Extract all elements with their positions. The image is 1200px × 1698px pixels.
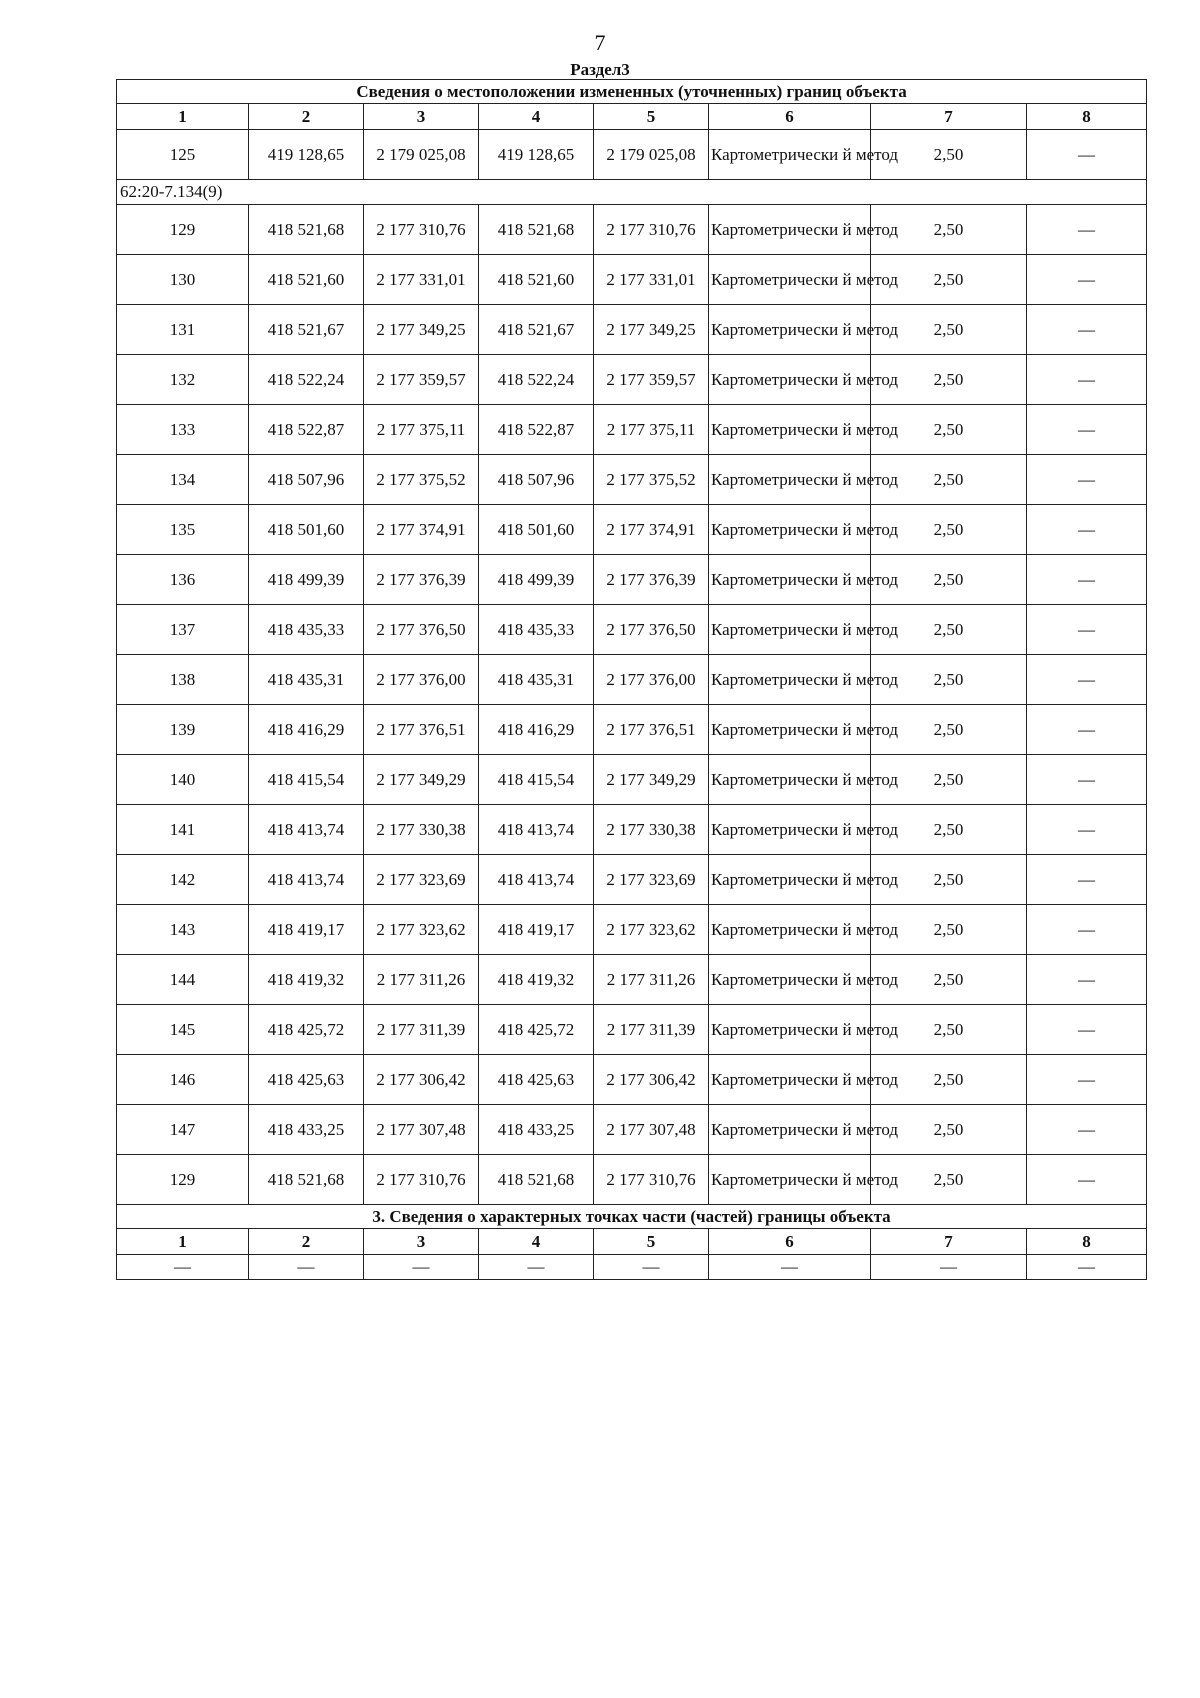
section3-empty-row-col-1: — [117, 1255, 249, 1280]
table-row-col-5: 2 177 311,39 [594, 1005, 709, 1055]
table-row-col-4: 418 499,39 [479, 555, 594, 605]
table-row-col-1: 132 [117, 355, 249, 405]
table-row-col-7: 2,50 [871, 455, 1027, 505]
table-row-col-7: 2,50 [871, 1055, 1027, 1105]
table-row-col-6: Картометрически й метод [709, 905, 871, 955]
table-row [117, 755, 1147, 805]
section3-header-row-col-2: 2 [249, 1229, 364, 1255]
table-row-col-1: 139 [117, 705, 249, 755]
table-row-col-3: 2 177 359,57 [364, 355, 479, 405]
table-row-col-4: 418 416,29 [479, 705, 594, 755]
table-row-col-2: 418 499,39 [249, 555, 364, 605]
section3-header-row-col-3: 3 [364, 1229, 479, 1255]
table-row-col-8: — [1027, 1005, 1147, 1055]
table-row-col-4: 418 425,72 [479, 1005, 594, 1055]
section3-header-row-col-5: 5 [594, 1229, 709, 1255]
table-row-col-2: 418 433,25 [249, 1105, 364, 1155]
table-row-col-8: — [1027, 355, 1147, 405]
table-row-col-1: 129 [117, 1155, 249, 1205]
table-row-col-8: — [1027, 1155, 1147, 1205]
table-row-col-7: 2,50 [871, 755, 1027, 805]
table-row [117, 1105, 1147, 1155]
table-row-col-4: 418 419,17 [479, 905, 594, 955]
table-row-col-7: 2,50 [871, 305, 1027, 355]
table-row-col-2: 418 522,87 [249, 405, 364, 455]
table-row-col-2: 418 521,67 [249, 305, 364, 355]
table-row-col-3: 2 177 323,69 [364, 855, 479, 905]
section3-empty-row-col-4: — [479, 1255, 594, 1280]
table-row-col-4: 418 433,25 [479, 1105, 594, 1155]
section3-header-row [117, 1229, 1147, 1255]
column-header-row-col-4: 4 [479, 104, 594, 130]
section3-empty-row-col-2: — [249, 1255, 364, 1280]
table-row-col-1: 125 [117, 130, 249, 180]
table-row-col-6: Картометрически й метод [709, 805, 871, 855]
table-row [117, 455, 1147, 505]
table-row-col-5: 2 177 375,52 [594, 455, 709, 505]
table-row-col-8: — [1027, 305, 1147, 355]
section3-header-row-col-7: 7 [871, 1229, 1027, 1255]
table-row-col-5: 2 177 376,50 [594, 605, 709, 655]
table-row-col-8: — [1027, 455, 1147, 505]
table-row-col-1: 136 [117, 555, 249, 605]
table-row-col-3: 2 177 311,26 [364, 955, 479, 1005]
table-row-col-6: Картометрически й метод [709, 505, 871, 555]
table-row-col-1: 140 [117, 755, 249, 805]
table-row-col-3: 2 177 376,50 [364, 605, 479, 655]
table-row-col-2: 418 415,54 [249, 755, 364, 805]
table-row-col-5: 2 177 376,39 [594, 555, 709, 605]
table-row-col-7: 2,50 [871, 1155, 1027, 1205]
table-row-col-5: 2 177 331,01 [594, 255, 709, 305]
table-row-col-7: 2,50 [871, 855, 1027, 905]
table-row-col-1: 142 [117, 855, 249, 905]
section3-empty-row-col-8: — [1027, 1255, 1147, 1280]
table-row-col-5: 2 177 374,91 [594, 505, 709, 555]
section-label: Раздел3 [570, 60, 630, 79]
table-row-col-7: 2,50 [871, 1105, 1027, 1155]
table-row-col-4: 418 413,74 [479, 855, 594, 905]
table-row-col-6: Картометрически й метод [709, 705, 871, 755]
table-row-col-1: 129 [117, 205, 249, 255]
table-row-col-5: 2 177 330,38 [594, 805, 709, 855]
table-row-col-3: 2 177 374,91 [364, 505, 479, 555]
page-number: 7 [594, 30, 606, 55]
table-title-cell: Сведения о местоположении измененных (уточненных) границ объекта [117, 80, 1147, 104]
table-row-col-1: 133 [117, 405, 249, 455]
table-row [117, 855, 1147, 905]
table-row-col-4: 418 521,60 [479, 255, 594, 305]
column-header-row-col-2: 2 [249, 104, 364, 130]
table-row-col-8: — [1027, 655, 1147, 705]
table-row-col-4: 418 521,68 [479, 205, 594, 255]
table-row-col-1: 130 [117, 255, 249, 305]
table-row-col-5: 2 177 376,51 [594, 705, 709, 755]
table-row-col-3: 2 177 310,76 [364, 205, 479, 255]
table-row-col-3: 2 177 376,51 [364, 705, 479, 755]
table-row-col-8: — [1027, 505, 1147, 555]
table-row [117, 1055, 1147, 1105]
table-row-col-4: 418 501,60 [479, 505, 594, 555]
table-row-col-7: 2,50 [871, 205, 1027, 255]
table-row-col-4: 418 419,32 [479, 955, 594, 1005]
column-header-row-col-5: 5 [594, 104, 709, 130]
table-row-col-7: 2,50 [871, 355, 1027, 405]
table-row-col-6: Картометрически й метод [709, 655, 871, 705]
table-row-col-3: 2 177 376,00 [364, 655, 479, 705]
column-header-row-col-1: 1 [117, 104, 249, 130]
table-row-col-6: Картометрически й метод [709, 1055, 871, 1105]
table-row-col-5: 2 177 359,57 [594, 355, 709, 405]
table-row-col-4: 419 128,65 [479, 130, 594, 180]
table-row-col-2: 418 416,29 [249, 705, 364, 755]
table-row [117, 955, 1147, 1005]
table-row-col-4: 418 507,96 [479, 455, 594, 505]
table-row-col-5: 2 177 349,29 [594, 755, 709, 805]
table-row-col-3: 2 177 323,62 [364, 905, 479, 955]
table-row-col-6: Картометрически й метод [709, 1155, 871, 1205]
table-row [117, 305, 1147, 355]
table-row-col-5: 2 177 375,11 [594, 405, 709, 455]
table-row-col-3: 2 177 375,52 [364, 455, 479, 505]
table-row-col-8: — [1027, 405, 1147, 455]
table-row-col-1: 145 [117, 1005, 249, 1055]
table-row-col-4: 418 521,67 [479, 305, 594, 355]
table-row-col-1: 146 [117, 1055, 249, 1105]
table-row-col-7: 2,50 [871, 705, 1027, 755]
table-row-col-8: — [1027, 805, 1147, 855]
table-row-col-1: 135 [117, 505, 249, 555]
table-row-col-8: — [1027, 755, 1147, 805]
table-row-col-3: 2 177 307,48 [364, 1105, 479, 1155]
table-row [117, 205, 1147, 255]
table-row-col-1: 137 [117, 605, 249, 655]
table-row-col-3: 2 177 349,29 [364, 755, 479, 805]
table-row-col-8: — [1027, 130, 1147, 180]
table-row-col-6: Картометрически й метод [709, 355, 871, 405]
table-row [117, 1155, 1147, 1205]
table-row [117, 255, 1147, 305]
table-row-col-6: Картометрически й метод [709, 205, 871, 255]
table-row-col-2: 418 413,74 [249, 855, 364, 905]
table-row-col-2: 418 435,33 [249, 605, 364, 655]
table-row-col-5: 2 177 376,00 [594, 655, 709, 705]
table-row-col-2: 418 425,63 [249, 1055, 364, 1105]
section3-header-row-col-4: 4 [479, 1229, 594, 1255]
table-row-col-3: 2 177 331,01 [364, 255, 479, 305]
table-row-col-8: — [1027, 555, 1147, 605]
section3-empty-row [117, 1255, 1147, 1280]
table-row-col-4: 418 522,24 [479, 355, 594, 405]
table-row-col-2: 418 521,68 [249, 205, 364, 255]
table-row-col-8: — [1027, 605, 1147, 655]
table-row-col-4: 418 413,74 [479, 805, 594, 855]
table-row-col-1: 144 [117, 955, 249, 1005]
group-label-cell: 62:20-7.134(9) [117, 180, 1147, 205]
table-row-col-3: 2 177 349,25 [364, 305, 479, 355]
table-row-col-6: Картометрически й метод [709, 855, 871, 905]
table-row-col-8: — [1027, 205, 1147, 255]
table-row-col-1: 143 [117, 905, 249, 955]
table-row-col-2: 418 425,72 [249, 1005, 364, 1055]
table-row-col-1: 131 [117, 305, 249, 355]
table-row-col-7: 2,50 [871, 555, 1027, 605]
table-row-col-3: 2 177 306,42 [364, 1055, 479, 1105]
table-row-col-2: 419 128,65 [249, 130, 364, 180]
table-row [117, 805, 1147, 855]
table-row-col-1: 138 [117, 655, 249, 705]
table-row-col-3: 2 177 376,39 [364, 555, 479, 605]
table-row [117, 505, 1147, 555]
table-row-col-7: 2,50 [871, 605, 1027, 655]
table-row [117, 905, 1147, 955]
table-row-col-8: — [1027, 705, 1147, 755]
section3-header-row-col-1: 1 [117, 1229, 249, 1255]
table-row-col-4: 418 415,54 [479, 755, 594, 805]
table-row-col-2: 418 522,24 [249, 355, 364, 405]
column-header-row-col-6: 6 [709, 104, 871, 130]
table-row-col-6: Картометрически й метод [709, 130, 871, 180]
table-row-col-7: 2,50 [871, 805, 1027, 855]
table-row [117, 655, 1147, 705]
table-row-col-5: 2 177 311,26 [594, 955, 709, 1005]
table-row-col-8: — [1027, 905, 1147, 955]
table-row-col-5: 2 177 310,76 [594, 1155, 709, 1205]
section3-header-row-col-8: 8 [1027, 1229, 1147, 1255]
table-row-col-2: 418 507,96 [249, 455, 364, 505]
section3-empty-row-col-5: — [594, 1255, 709, 1280]
table-row-col-7: 2,50 [871, 955, 1027, 1005]
table-row-col-7: 2,50 [871, 405, 1027, 455]
table-row-col-5: 2 179 025,08 [594, 130, 709, 180]
column-header-row-col-7: 7 [871, 104, 1027, 130]
table-row-col-3: 2 177 330,38 [364, 805, 479, 855]
table-row-col-3: 2 177 310,76 [364, 1155, 479, 1205]
table-row [117, 1005, 1147, 1055]
table-row-col-2: 418 435,31 [249, 655, 364, 705]
table-row-col-6: Картометрически й метод [709, 1105, 871, 1155]
table-row [117, 605, 1147, 655]
table-row-col-5: 2 177 307,48 [594, 1105, 709, 1155]
table-row-col-8: — [1027, 255, 1147, 305]
table-row-col-5: 2 177 306,42 [594, 1055, 709, 1105]
table-row-col-6: Картометрически й метод [709, 405, 871, 455]
table-row-col-2: 418 413,74 [249, 805, 364, 855]
table-row-col-6: Картометрически й метод [709, 605, 871, 655]
table-row-col-4: 418 435,31 [479, 655, 594, 705]
table-row-col-2: 418 501,60 [249, 505, 364, 555]
section3-title-cell: 3. Сведения о характерных точках части (частей) границы объекта [117, 1205, 1147, 1229]
table-row-col-3: 2 177 375,11 [364, 405, 479, 455]
table-row-col-5: 2 177 310,76 [594, 205, 709, 255]
table-row-col-4: 418 522,87 [479, 405, 594, 455]
table-row-col-6: Картометрически й метод [709, 755, 871, 805]
table-row-col-3: 2 179 025,08 [364, 130, 479, 180]
table-row-col-6: Картометрически й метод [709, 455, 871, 505]
table-row [117, 355, 1147, 405]
section3-header-row-col-6: 6 [709, 1229, 871, 1255]
table-row-col-7: 2,50 [871, 905, 1027, 955]
section3-empty-row-col-6: — [709, 1255, 871, 1280]
table-row-col-8: — [1027, 955, 1147, 1005]
boundary-table [116, 79, 1147, 1280]
section3-title [117, 1205, 1147, 1229]
table-row-col-6: Картометрически й метод [709, 555, 871, 605]
table-row-col-7: 2,50 [871, 255, 1027, 305]
column-header-row [117, 104, 1147, 130]
table-row-col-8: — [1027, 1055, 1147, 1105]
table-row-col-2: 418 521,68 [249, 1155, 364, 1205]
table-row [117, 555, 1147, 605]
table-title [117, 80, 1147, 104]
table-row-col-1: 134 [117, 455, 249, 505]
table-row [117, 705, 1147, 755]
table-row-col-5: 2 177 349,25 [594, 305, 709, 355]
table-row-col-3: 2 177 311,39 [364, 1005, 479, 1055]
table-row-col-5: 2 177 323,69 [594, 855, 709, 905]
table-row-col-4: 418 425,63 [479, 1055, 594, 1105]
table-row-col-1: 147 [117, 1105, 249, 1155]
table-row-col-7: 2,50 [871, 1005, 1027, 1055]
table-row-col-8: — [1027, 855, 1147, 905]
table-row-col-7: 2,50 [871, 655, 1027, 705]
table-row-col-7: 2,50 [871, 505, 1027, 555]
table-row-col-6: Картометрически й метод [709, 255, 871, 305]
table-row-col-2: 418 419,32 [249, 955, 364, 1005]
table-row-col-4: 418 521,68 [479, 1155, 594, 1205]
section3-empty-row-col-7: — [871, 1255, 1027, 1280]
table-row-col-2: 418 419,17 [249, 905, 364, 955]
table-row-col-7: 2,50 [871, 130, 1027, 180]
column-header-row-col-8: 8 [1027, 104, 1147, 130]
table-row-col-8: — [1027, 1105, 1147, 1155]
table-row-col-2: 418 521,60 [249, 255, 364, 305]
table-row [117, 405, 1147, 455]
table-row-col-6: Картометрически й метод [709, 955, 871, 1005]
table-row [117, 130, 1147, 180]
table-row-col-4: 418 435,33 [479, 605, 594, 655]
table-row-col-6: Картометрически й метод [709, 1005, 871, 1055]
table-row-col-6: Картометрически й метод [709, 305, 871, 355]
table-row-col-1: 141 [117, 805, 249, 855]
group-label [117, 180, 1147, 205]
table-row-col-5: 2 177 323,62 [594, 905, 709, 955]
column-header-row-col-3: 3 [364, 104, 479, 130]
section3-empty-row-col-3: — [364, 1255, 479, 1280]
